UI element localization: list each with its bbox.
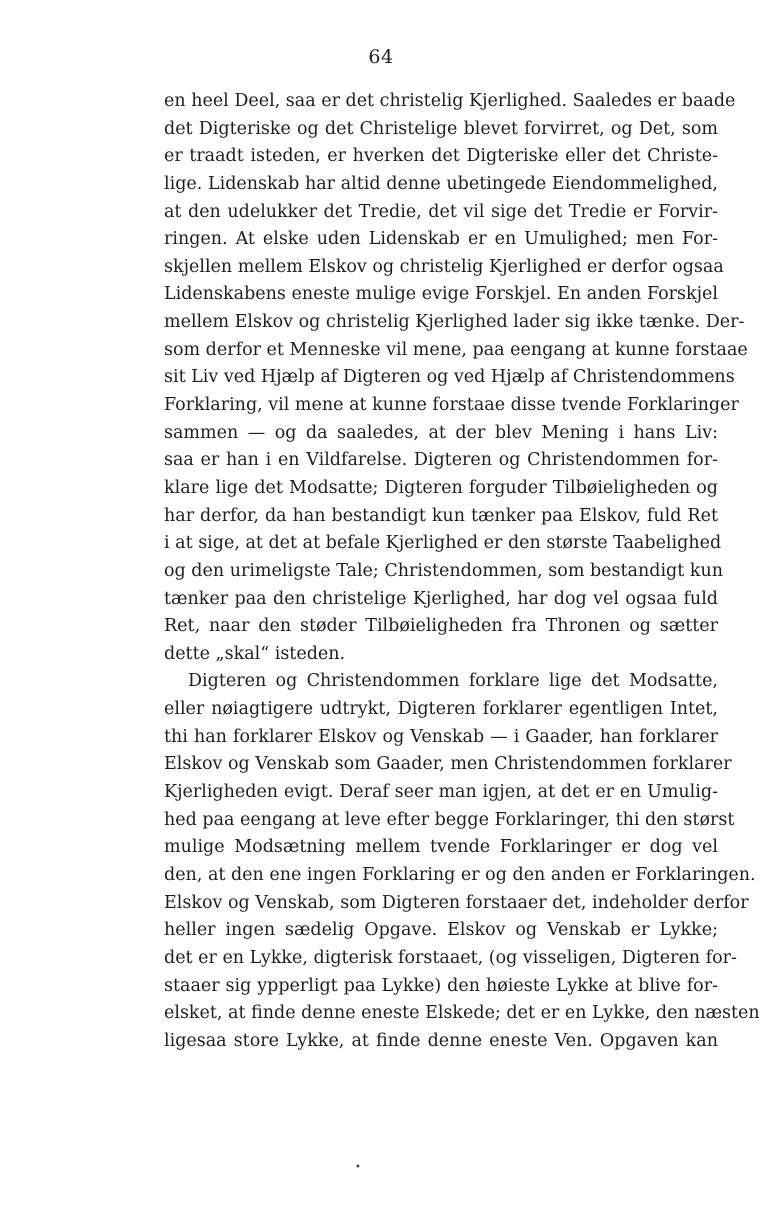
text-line: heller ingen sædelig Opgave. Elskov og Venskab er Lykke; [164,920,718,941]
text-line: Forklaring, vil mene at kunne forstaae disse tvende Forklaringer [164,395,739,416]
text-line: ligesaa store Lykke, at finde denne eneste Ven. Opgaven kan [164,1030,718,1051]
text-line: som derfor et Menneske vil mene, paa eengang at kunne forstaae [164,339,748,360]
text-line: den, at den ene ingen Forklaring er og den anden er Forklaringen. [164,864,756,885]
page-number: 64 [368,46,394,68]
text-line: det Digteriske og det Christelige blevet forvirret, og Det, som [164,118,718,139]
text-line: i at sige, at det at befale Kjerlighed er den største Taabelighed [164,533,722,554]
text-line: Elskov og Venskab, som Digteren forstaaer det, indeholder derfor [164,892,749,913]
text-line: Kjerligheden evigt. Deraf seer man igjen, at det er en Umulig- [164,782,718,803]
text-line: skjellen mellem Elskov og christelig Kjerlighed er derfor ogsaa [164,256,724,277]
text-line: og den urimeligste Tale; Christendommen, som bestandigt kun [164,560,724,581]
text-line: Digteren og Christendommen forklare lige det Modsatte, [188,671,718,692]
text-line: saa er han i en Vildfarelse. Digteren og Christendommen for- [164,450,718,471]
marginal-dot: • [355,1162,361,1173]
body-text [164,88,760,1055]
text-line: eller nøiagtigere udtrykt, Digteren forklarer egentligen Intet, [164,699,718,720]
text-line: er traadt isteden, er hverken det Digteriske eller det Christe- [164,146,718,167]
text-line: Ret, naar den støder Tilbøieligheden fra Thronen og sætter [164,616,718,637]
text-line: lige. Lidenskab har altid denne ubetingede Eiendommelighed, [164,173,718,194]
text-line: sammen — og da saaledes, at der blev Mening i hans Liv: [164,422,718,443]
text-line: en heel Deel, saa er det christelig Kjerlighed. Saaledes er baade [164,91,736,111]
text-line: thi han forklarer Elskov og Venskab — i Gaader, han forklarer [164,726,718,747]
text-line: hed paa eengang at leve efter begge Forklaringer, thi den størst [164,809,735,830]
text-line: staaer sig ypperligt paa Lykke) den høieste Lykke at blive for- [164,975,718,996]
text-line: mellem Elskov og christelig Kjerlighed lader sig ikke tænke. Der- [164,312,745,333]
text-line: tænker paa den christelige Kjerlighed, har dog vel ogsaa fuld [164,588,718,609]
text-line: dette „skal“ isteden. [164,643,346,664]
text-line: Lidenskabens eneste mulige evige Forskjel. En anden Forskjel [164,284,718,305]
text-line: elsket, at finde denne eneste Elskede; det er en Lykke, den næsten [164,1003,760,1024]
text-line: at den udelukker det Tredie, det vil sige det Tredie er Forvir- [164,201,718,222]
text-line: det er en Lykke, digterisk forstaaet, (og visseligen, Digteren for- [164,947,737,968]
text-line: Elskov og Venskab som Gaader, men Christendommen forklarer [164,754,732,775]
text-line: ringen. At elske uden Lidenskab er en Umulighed; men For- [164,229,718,250]
text-line: har derfor, da han bestandigt kun tænker paa Elskov, fuld Ret [164,505,718,526]
text-line: sit Liv ved Hjælp af Digteren og ved Hjælp af Christendommens [164,367,735,388]
text-line: klare lige det Modsatte; Digteren forguder Tilbøieligheden og [164,477,718,498]
text-line: mulige Modsætning mellem tvende Forklaringer er dog vel [164,837,718,858]
